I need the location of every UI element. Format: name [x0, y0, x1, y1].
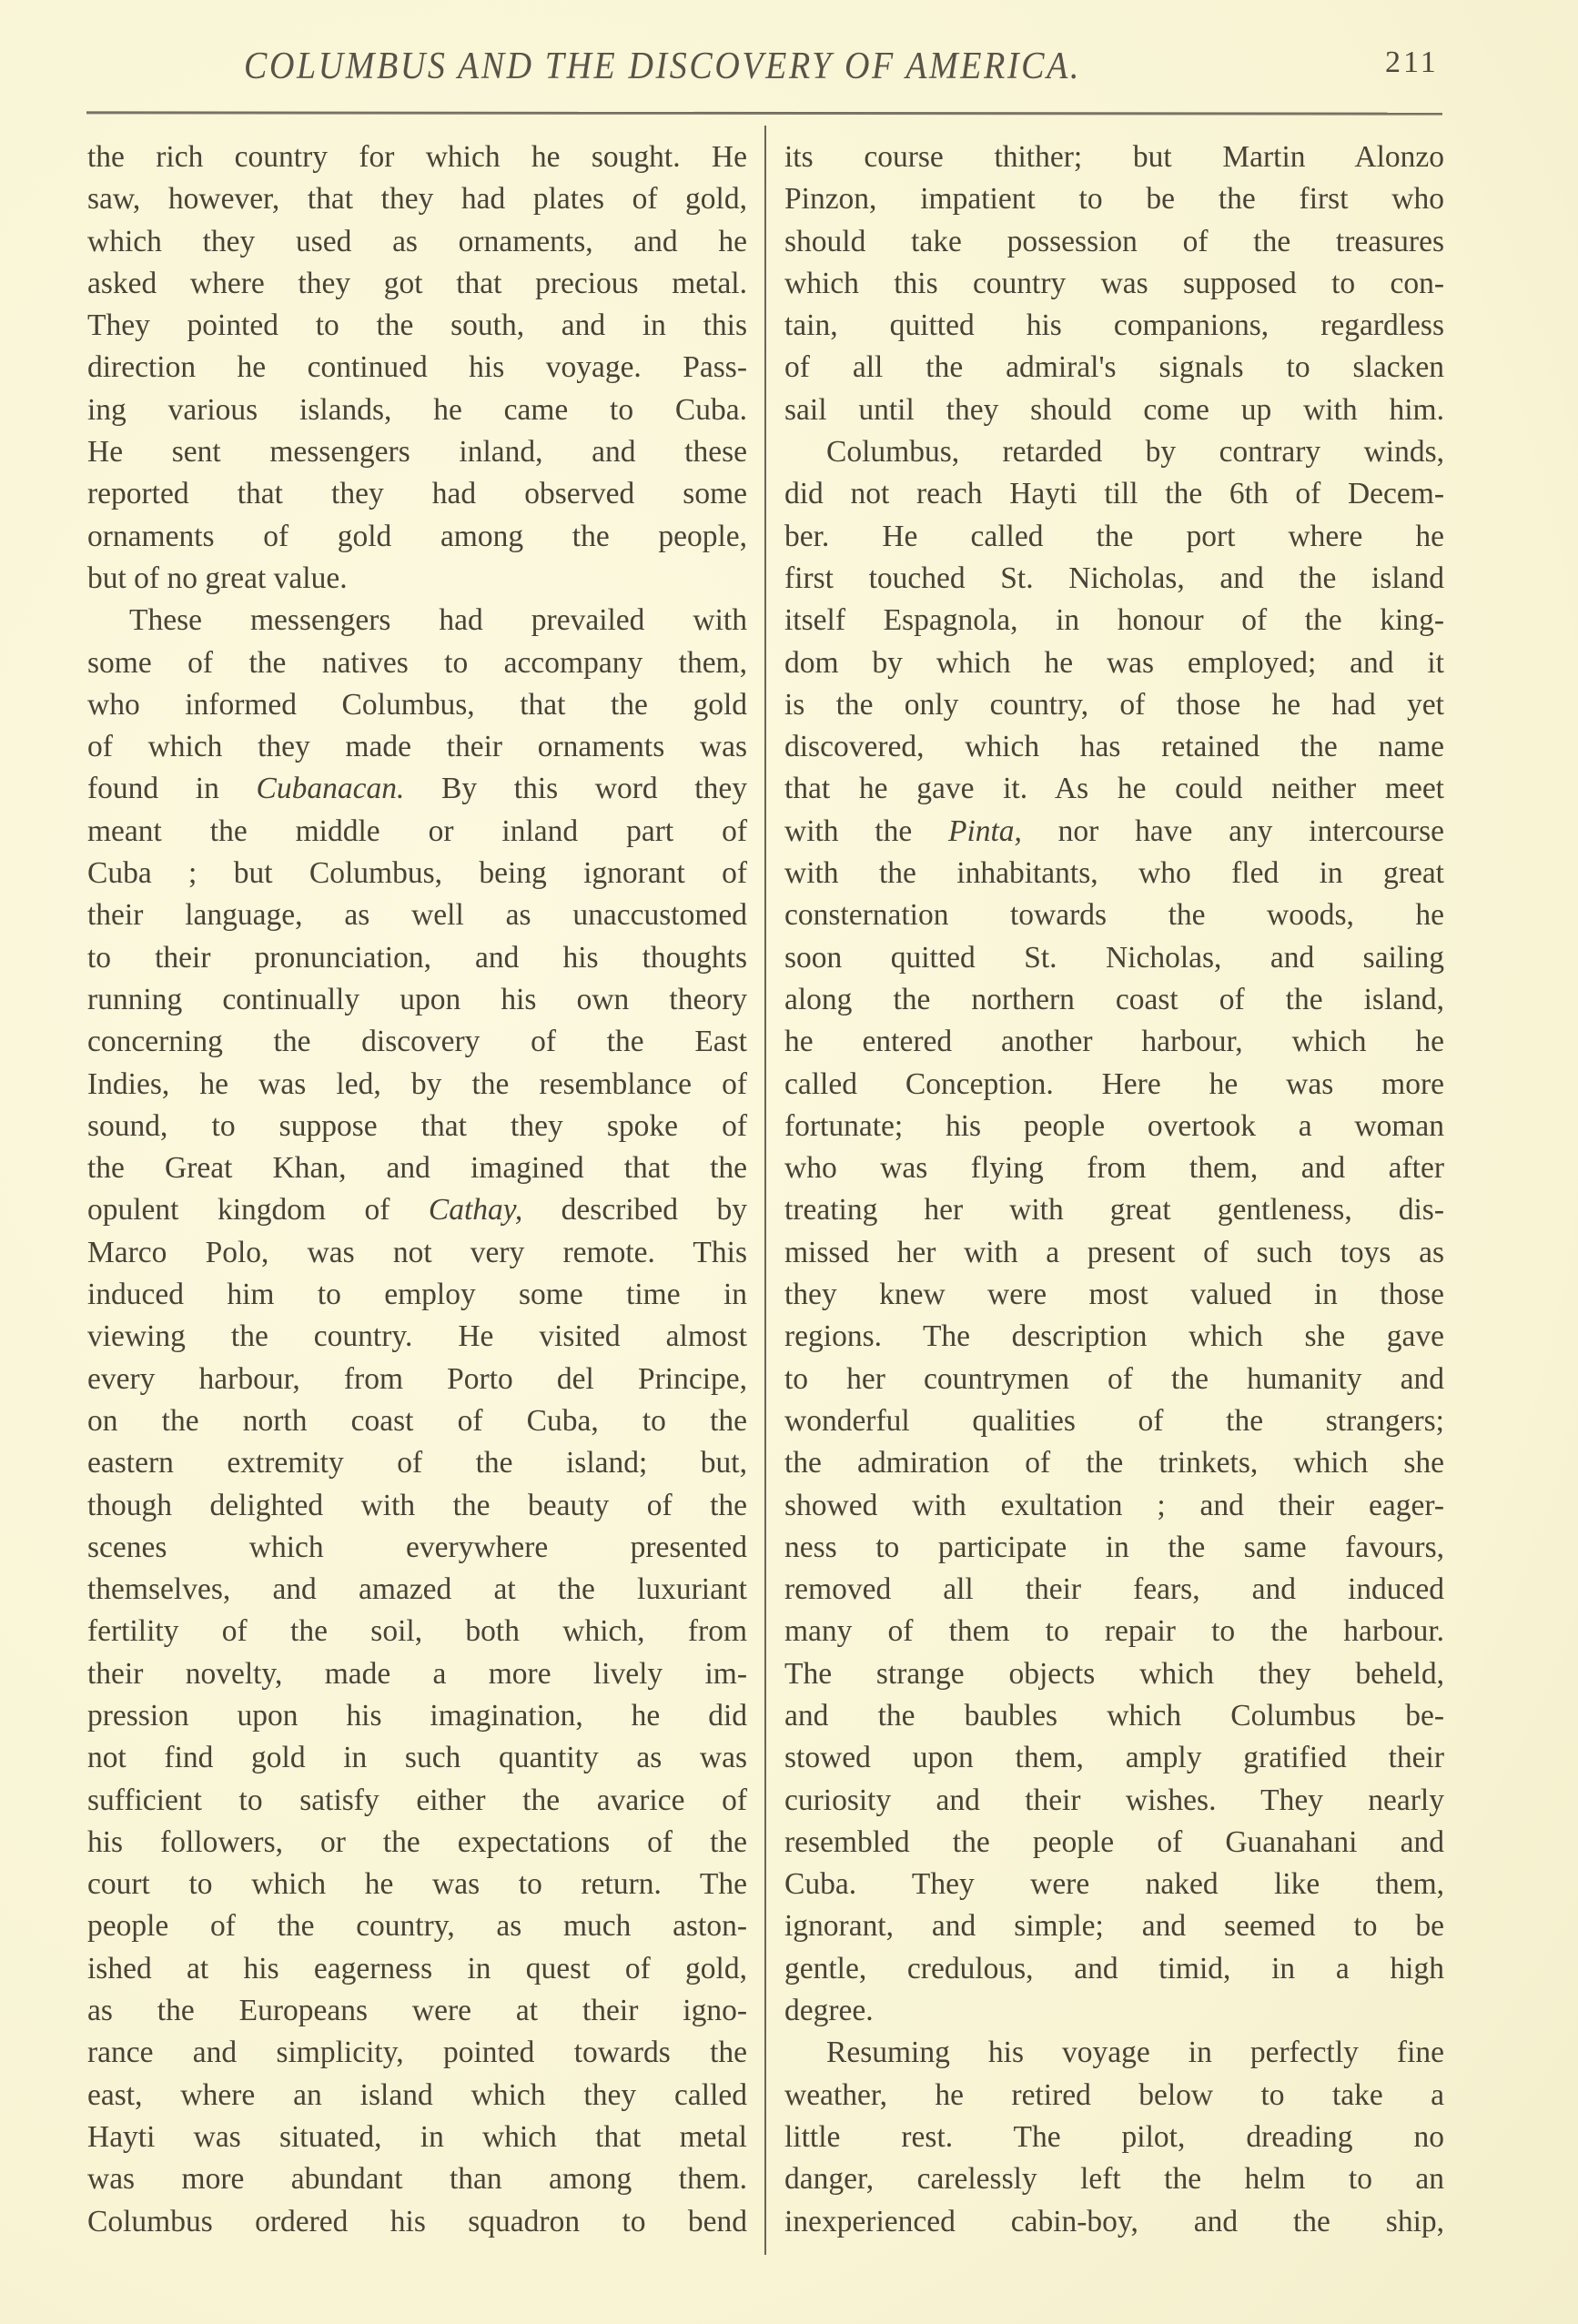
text-line: missed her with a present of such toys as — [784, 1235, 1444, 1269]
text-line: which this country was supposed to con- — [784, 266, 1444, 300]
running-head — [0, 40, 1578, 95]
text-line: the admiration of the trinkets, which she — [784, 1446, 1444, 1480]
text-line: on the north coast of Cuba, to the — [87, 1403, 747, 1438]
text-line: degree. — [784, 1994, 874, 2028]
text-line: its course thither; but Martin Alonzo — [784, 140, 1444, 174]
text-line: Columbus, retarded by contrary winds, — [826, 435, 1444, 470]
text-line: discovered, which has retained the name — [784, 730, 1444, 764]
text-line: fortunate; his people overtook a woman — [784, 1108, 1444, 1143]
right-column — [784, 136, 1444, 2243]
text-line: The strange objects which they beheld, — [784, 1656, 1444, 1691]
text-line — [87, 1189, 747, 1231]
text-line: some of the natives to accompany them, — [87, 645, 747, 680]
text-line: stowed upon them, amply gratified their — [784, 1741, 1444, 1775]
text-line: Marco Polo, was not very remote. This — [87, 1235, 747, 1269]
text-line: that he gave it. As he could neither meet — [784, 772, 1444, 806]
line-text: nor have any intercourse — [1021, 813, 1444, 848]
text-line: sufficient to satisfy either the avarice of — [87, 1783, 747, 1817]
text-line: many of them to repair to the harbour. — [784, 1614, 1444, 1649]
line-text: found in — [87, 772, 257, 806]
text-line: eastern extremity of the island; but, — [87, 1446, 747, 1480]
text-line: inexperienced cabin-boy, and the ship, — [784, 2204, 1444, 2238]
text-line: their novelty, made a more lively im- — [87, 1656, 747, 1691]
text-line: which they used as ornaments, and he — [87, 224, 747, 258]
text-line: gentle, credulous, and timid, in a high — [784, 1951, 1444, 1986]
text-line: they knew were most valued in those — [784, 1278, 1444, 1312]
line-text: By this word they — [404, 772, 747, 806]
text-line: ness to participate in the same favours, — [784, 1530, 1444, 1564]
text-line: saw, however, that they had plates of gold, — [87, 182, 747, 217]
text-line: as the Europeans were at their igno- — [87, 1994, 747, 2028]
text-line: He sent messengers inland, and these — [87, 435, 747, 470]
text-line: of which they made their ornaments was — [87, 730, 747, 764]
text-line: to her countrymen of the humanity and — [784, 1361, 1444, 1396]
text-line: of all the admiral's signals to slacken — [784, 350, 1444, 385]
text-line: They pointed to the south, and in this — [87, 308, 747, 343]
page-number: 211 — [1385, 45, 1439, 79]
text-line: every harbour, from Porto del Principe, — [87, 1361, 747, 1396]
text-line: danger, carelessly left the helm to an — [784, 2162, 1444, 2197]
text-line: he entered another harbour, which he — [784, 1025, 1444, 1059]
text-line: Cuba ; but Columbus, being ignorant of — [87, 856, 747, 891]
text-line: viewing the country. He visited almost — [87, 1319, 747, 1354]
text-line: weather, he retired below to take a — [784, 2077, 1444, 2112]
line-text: described by — [522, 1193, 748, 1228]
text-line: treating her with great gentleness, dis- — [784, 1193, 1444, 1228]
text-line: did not reach Hayti till the 6th of Decem- — [784, 477, 1444, 511]
text-line: ished at his eagerness in quest of gold, — [87, 1951, 747, 1986]
text-line: fertility of the soil, both which, from — [87, 1614, 747, 1649]
text-line: dom by which he was employed; and it — [784, 645, 1444, 680]
text-line: first touched St. Nicholas, and the island — [784, 561, 1444, 595]
text-line: the Great Khan, and imagined that the — [87, 1151, 747, 1186]
text-line: wonderful qualities of the strangers; — [784, 1403, 1444, 1438]
text-line: resembled the people of Guanahani and — [784, 1824, 1444, 1859]
text-line: direction he continued his voyage. Pass- — [87, 350, 747, 385]
text-line: ignorant, and simple; and seemed to be — [784, 1909, 1444, 1944]
text-line: Cuba. They were naked like them, — [784, 1867, 1444, 1902]
text-line: should take possession of the treasures — [784, 224, 1444, 258]
text-line: little rest. The pilot, dreading no — [784, 2119, 1444, 2154]
text-line: east, where an island which they called — [87, 2077, 747, 2112]
text-line: who was flying from them, and after — [784, 1151, 1444, 1186]
text-line: but of no great value. — [87, 561, 348, 595]
text-line: is the only country, of those he had yet — [784, 687, 1444, 722]
text-line: tain, quitted his companions, regardless — [784, 308, 1444, 343]
text-line: ber. He called the port where he — [784, 519, 1444, 553]
line-text: opulent kingdom of — [87, 1193, 429, 1228]
text-line: who informed Columbus, that the gold — [87, 687, 747, 722]
italic-term: Cubanacan. — [256, 772, 405, 806]
text-line: induced him to employ some time in — [87, 1278, 747, 1312]
text-line: court to which he was to return. The — [87, 1867, 747, 1902]
text-line: sound, to suppose that they spoke of — [87, 1108, 747, 1143]
text-line: the rich country for which he sought. He — [87, 140, 747, 174]
text-line: curiosity and their wishes. They nearly — [784, 1783, 1444, 1817]
text-line: though delighted with the beauty of the — [87, 1488, 747, 1522]
header-rule — [86, 111, 1442, 115]
text-line: itself Espagnola, in honour of the king- — [784, 603, 1444, 638]
text-line: ing various islands, he came to Cuba. — [87, 392, 747, 427]
text-line: Pinzon, impatient to be the first who — [784, 182, 1444, 217]
text-line — [784, 811, 1444, 853]
text-line: Columbus ordered his squadron to bend — [87, 2204, 747, 2238]
text-line: his followers, or the expectations of the — [87, 1824, 747, 1859]
text-line: reported that they had observed some — [87, 477, 747, 511]
italic-term: Pinta, — [947, 813, 1022, 848]
text-line: scenes which everywhere presented — [87, 1530, 747, 1564]
text-line: soon quitted St. Nicholas, and sailing — [784, 940, 1444, 975]
text-line: their language, as well as unaccustomed — [87, 898, 747, 933]
text-line: Indies, he was led, by the resemblance of — [87, 1066, 747, 1101]
text-line: sail until they should come up with him. — [784, 392, 1444, 427]
text-line: rance and simplicity, pointed towards the — [87, 2036, 747, 2070]
text-line: Hayti was situated, in which that metal — [87, 2119, 747, 2154]
text-line: not find gold in such quantity as was — [87, 1741, 747, 1775]
text-line: themselves, and amazed at the luxuriant — [87, 1572, 747, 1607]
text-line: people of the country, as much aston- — [87, 1909, 747, 1944]
text-line: called Conception. Here he was more — [784, 1066, 1444, 1101]
text-line: was more abundant than among them. — [87, 2162, 747, 2197]
text-line: showed with exultation ; and their eager- — [784, 1488, 1444, 1522]
text-line: pression upon his imagination, he did — [87, 1698, 747, 1733]
text-line: regions. The description which she gave — [784, 1319, 1444, 1354]
text-line: removed all their fears, and induced — [784, 1572, 1444, 1607]
column-divider — [764, 126, 766, 2255]
left-column — [87, 136, 747, 2243]
text-line: along the northern coast of the island, — [784, 982, 1444, 1016]
text-line: asked where they got that precious metal. — [87, 266, 747, 300]
running-title: COLUMBUS AND THE DISCOVERY OF AMERICA. — [244, 45, 1082, 88]
text-line: and the baubles which Columbus be- — [784, 1698, 1444, 1733]
italic-term: Cathay, — [428, 1193, 523, 1228]
line-text: with the — [784, 813, 948, 848]
text-line: Resuming his voyage in perfectly fine — [826, 2036, 1444, 2070]
text-line: meant the middle or inland part of — [87, 813, 747, 848]
text-line — [87, 768, 747, 810]
text-line: to their pronunciation, and his thoughts — [87, 940, 747, 975]
text-line: concerning the discovery of the East — [87, 1025, 747, 1059]
text-line: with the inhabitants, who fled in great — [784, 856, 1444, 891]
text-line: ornaments of gold among the people, — [87, 519, 747, 553]
text-line: consternation towards the woods, he — [784, 898, 1444, 933]
text-line: running continually upon his own theory — [87, 982, 747, 1016]
text-line: These messengers had prevailed with — [129, 603, 747, 638]
